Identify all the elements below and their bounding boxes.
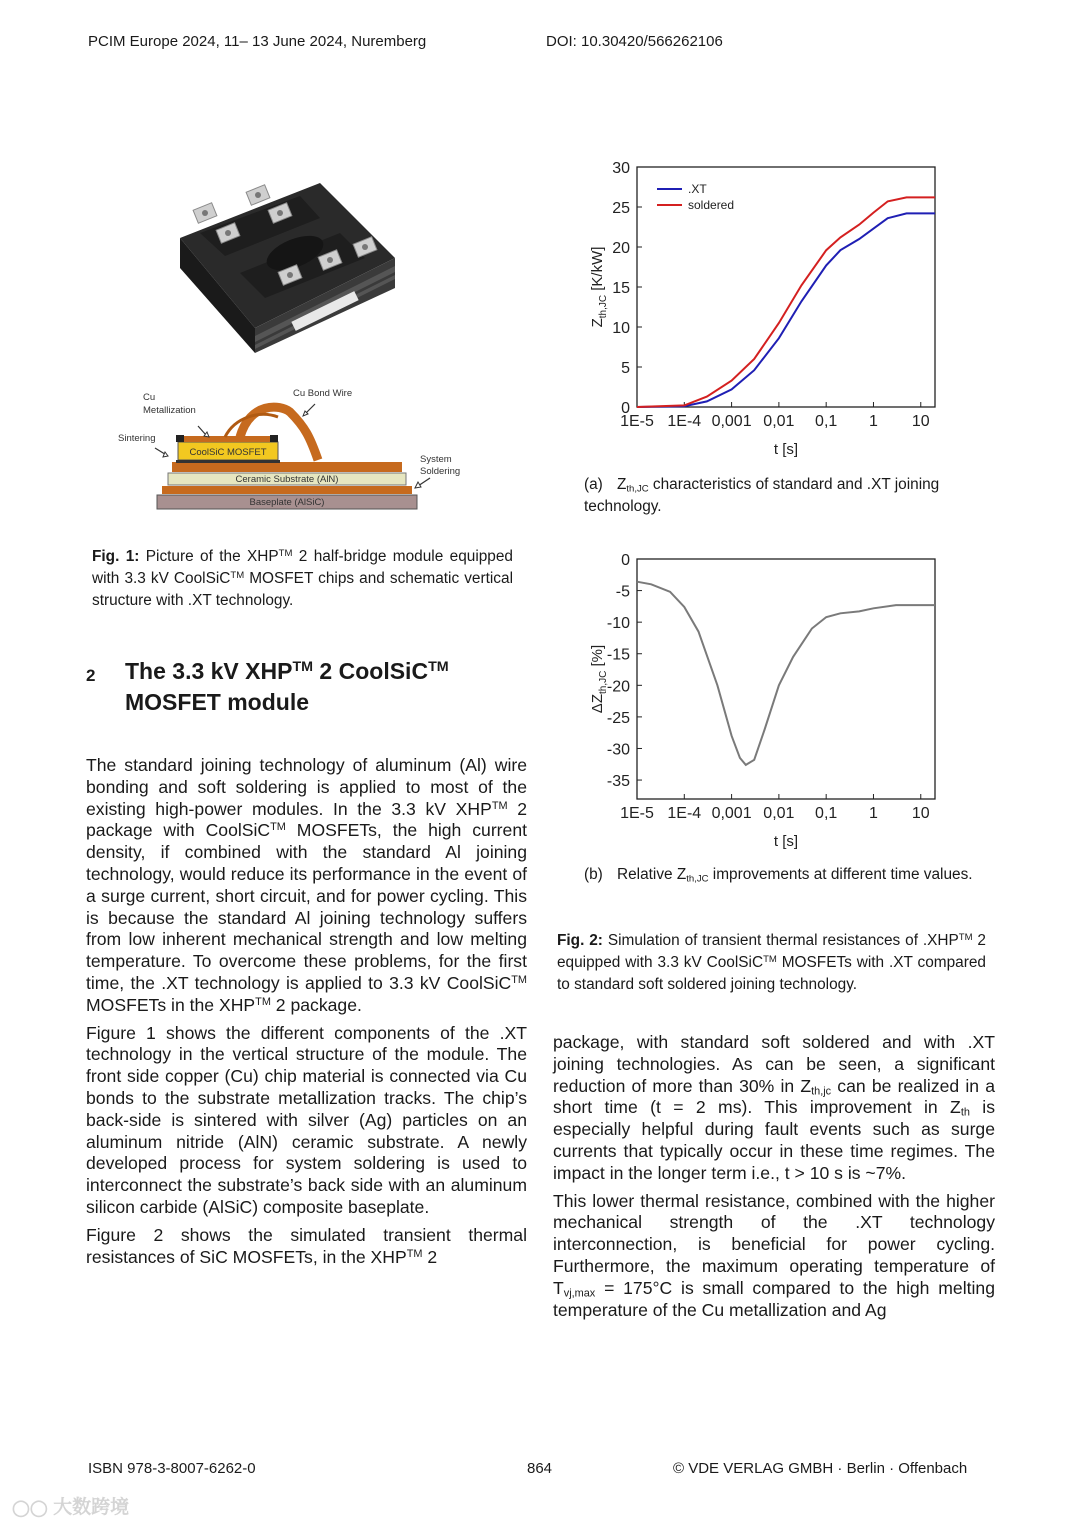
y-axis-label-sub: th,JC	[598, 670, 609, 694]
x-axis-label: t [s]	[773, 441, 799, 458]
series-line-1	[637, 197, 935, 407]
paragraph-figure2: Figure 2 shows the simulated transient thermal resistances of SiC MOSFETs, in the XHP™ 2	[86, 1224, 527, 1267]
chart-delta-zth-jc	[570, 544, 980, 854]
y-axis-label-unit: [K/kW]	[589, 246, 606, 295]
y-tick-label: -15	[606, 646, 630, 664]
label-metallization: Metallization	[143, 405, 196, 416]
y-tick-label: 15	[612, 280, 630, 297]
y-tick-label: 0	[621, 400, 630, 417]
y-tick-label: 10	[612, 320, 630, 337]
y-tick-label: -30	[606, 741, 630, 759]
paragraph-figure1: Figure 1 shows the different components of the .XT technology in the vertical structure of the module. The front side copper (Cu) chip material is connected via Cu bonds to the substrate metallization tracks. The chip’s back-side is sintered with silver (Ag) particles on an aluminum nitride (AlN) ceramic substrate. A newly developed process for system soldering is used to interconnect the substrate’s back side with an aluminum silicon carbide (AlSiC) composite baseplate.	[86, 1022, 527, 1217]
figure2-caption: Fig. 2: Simulation of transient thermal resistances of .XHP™ 2 equipped with 3.3 kV CoolSiC™ MOSFETs with .XT compared to standard soft soldered joining technology.	[557, 931, 986, 993]
plot-frame	[637, 167, 935, 407]
chart-a-caption: (a) $Z_{th,JC}$ characteristics of standard and .XT joining technology.	[584, 476, 940, 515]
x-tick-label: 0,01	[763, 413, 795, 430]
y-axis-label	[589, 247, 609, 328]
y-tick-label: -35	[606, 773, 630, 791]
x-tick-label: 1	[869, 413, 878, 430]
x-tick-label: 10	[911, 805, 930, 822]
legend-label: .XT	[688, 182, 707, 196]
system-solder-layer	[162, 486, 412, 494]
x-tick-label: 0,01	[763, 805, 795, 822]
label-cu: Cu	[143, 392, 156, 403]
section-title: The 3.3 kV XHP™ 2 CoolSiC™ MOSFET module	[125, 658, 449, 715]
paragraph-joining: The standard joining technology of aluminum (Al) wire bonding and soft soldering is applied to most of the existing high-power modules. In the 3.3 kV XHP™ 2 package with CoolSiC™ MOSFETs, the high current density, if combined with the standard Al joining technology, would reduce its performance in the event of a surge current, short circuit, and for power cycling. This is because the standard Al joining technology suffers from low inherent mechanical strength and low melting temperature. To overcome these problems, for the first time, the .XT technology is applied to 3.3 kV CoolSiC™ MOSFETs in the XHP™ 2 package.	[86, 755, 527, 1015]
module-photo	[170, 178, 400, 358]
footer-isbn: ISBN 978-3-8007-6262-0	[88, 1460, 256, 1477]
paragraph-zth-improvement: package, with standard soft soldered and with .XT joining technologies. As can be seen, a significant reduction of more than 30% in $Z_{th,jc}$ can be realized in a short time (t = 2 ms). This improvement in $Z_{th}$ is especially helpful during fault events such as surge currents that typically occur in these time regimes. The impact in the longer term i.e., t > 10 s is ~7%.	[553, 1032, 996, 1183]
label-mosfet: CoolSiC MOSFET	[189, 447, 267, 458]
substrate-metallization	[172, 462, 402, 472]
watermark: ◯◯ 大数跨境	[12, 1497, 130, 1518]
y-axis-label-unit: [%]	[589, 644, 606, 671]
y-axis-label-main: Z	[589, 318, 606, 328]
y-tick-label: -5	[615, 583, 630, 601]
x-tick-label: 1	[869, 805, 878, 822]
label-system: System	[420, 454, 452, 465]
x-tick-label: 0,001	[711, 413, 752, 430]
y-tick-label: 25	[612, 200, 630, 217]
x-tick-label: 1E-4	[667, 805, 702, 822]
legend-label: soldered	[688, 198, 735, 212]
chart-b-caption: (b) Relative $Z_{th,JC}$ improvements at different time values.	[584, 866, 973, 885]
x-tick-label: 1E-5	[620, 413, 654, 430]
figure1-caption: Fig. 1: Picture of the XHP™ 2 half-bridge module equipped with 3.3 kV CoolSiC™ MOSFET chips and schematic vertical structure with .XT technology.	[92, 547, 513, 609]
y-tick-label: 20	[612, 240, 630, 257]
vertical-structure-schematic	[110, 382, 490, 514]
header-conference: PCIM Europe 2024, 11– 13 June 2024, Nuremberg	[88, 33, 427, 50]
label-soldering: Soldering	[420, 466, 461, 477]
label-sintering: Sintering	[118, 433, 156, 444]
y-tick-label: -25	[606, 709, 630, 727]
chart-zth-jc	[570, 152, 980, 462]
right-column	[553, 1032, 995, 1321]
y-tick-label: 30	[612, 160, 630, 177]
x-tick-label: 10	[911, 413, 930, 430]
footer-page-number: 864	[527, 1460, 553, 1477]
label-cu-bond-wire: Cu Bond Wire	[293, 388, 353, 399]
plot-frame	[637, 559, 935, 799]
x-axis-label: t [s]	[773, 833, 799, 850]
y-tick-label: -10	[606, 615, 630, 633]
section-number: 2	[86, 666, 96, 685]
paragraph-power-cycling: This lower thermal resistance, combined with the higher mechanical strength of the .XT technology interconnection, is beneficial for power cycling. Furthermore, the maximum operating temperature of $T_{vj,max} = 175^\circ C$ is small compared to the high melting temperature of the Cu metallization and Ag	[553, 1190, 995, 1320]
y-tick-label: 5	[621, 360, 630, 377]
y-tick-label: -20	[606, 678, 630, 696]
header-doi: DOI: 10.30420/566262106	[546, 33, 723, 50]
x-tick-label: 1E-5	[620, 805, 654, 822]
x-tick-label: 0,1	[815, 413, 838, 430]
y-tick-label: 0	[621, 552, 630, 569]
series-line-0	[637, 582, 935, 765]
watermark-icon: ◯◯	[12, 1500, 48, 1517]
y-axis-label-sub: th,JC	[598, 294, 609, 319]
y-axis-label-main: ΔZ	[589, 694, 606, 714]
label-baseplate: Baseplate (AlSiC)	[249, 497, 325, 508]
x-tick-label: 0,1	[815, 805, 838, 822]
x-tick-label: 1E-4	[667, 413, 702, 430]
left-column	[86, 755, 527, 1268]
label-substrate: Ceramic Substrate (AlN)	[235, 474, 339, 485]
footer-publisher: © VDE VERLAG GMBH · Berlin · Offenbach	[673, 1460, 968, 1477]
x-tick-label: 0,001	[711, 805, 752, 822]
